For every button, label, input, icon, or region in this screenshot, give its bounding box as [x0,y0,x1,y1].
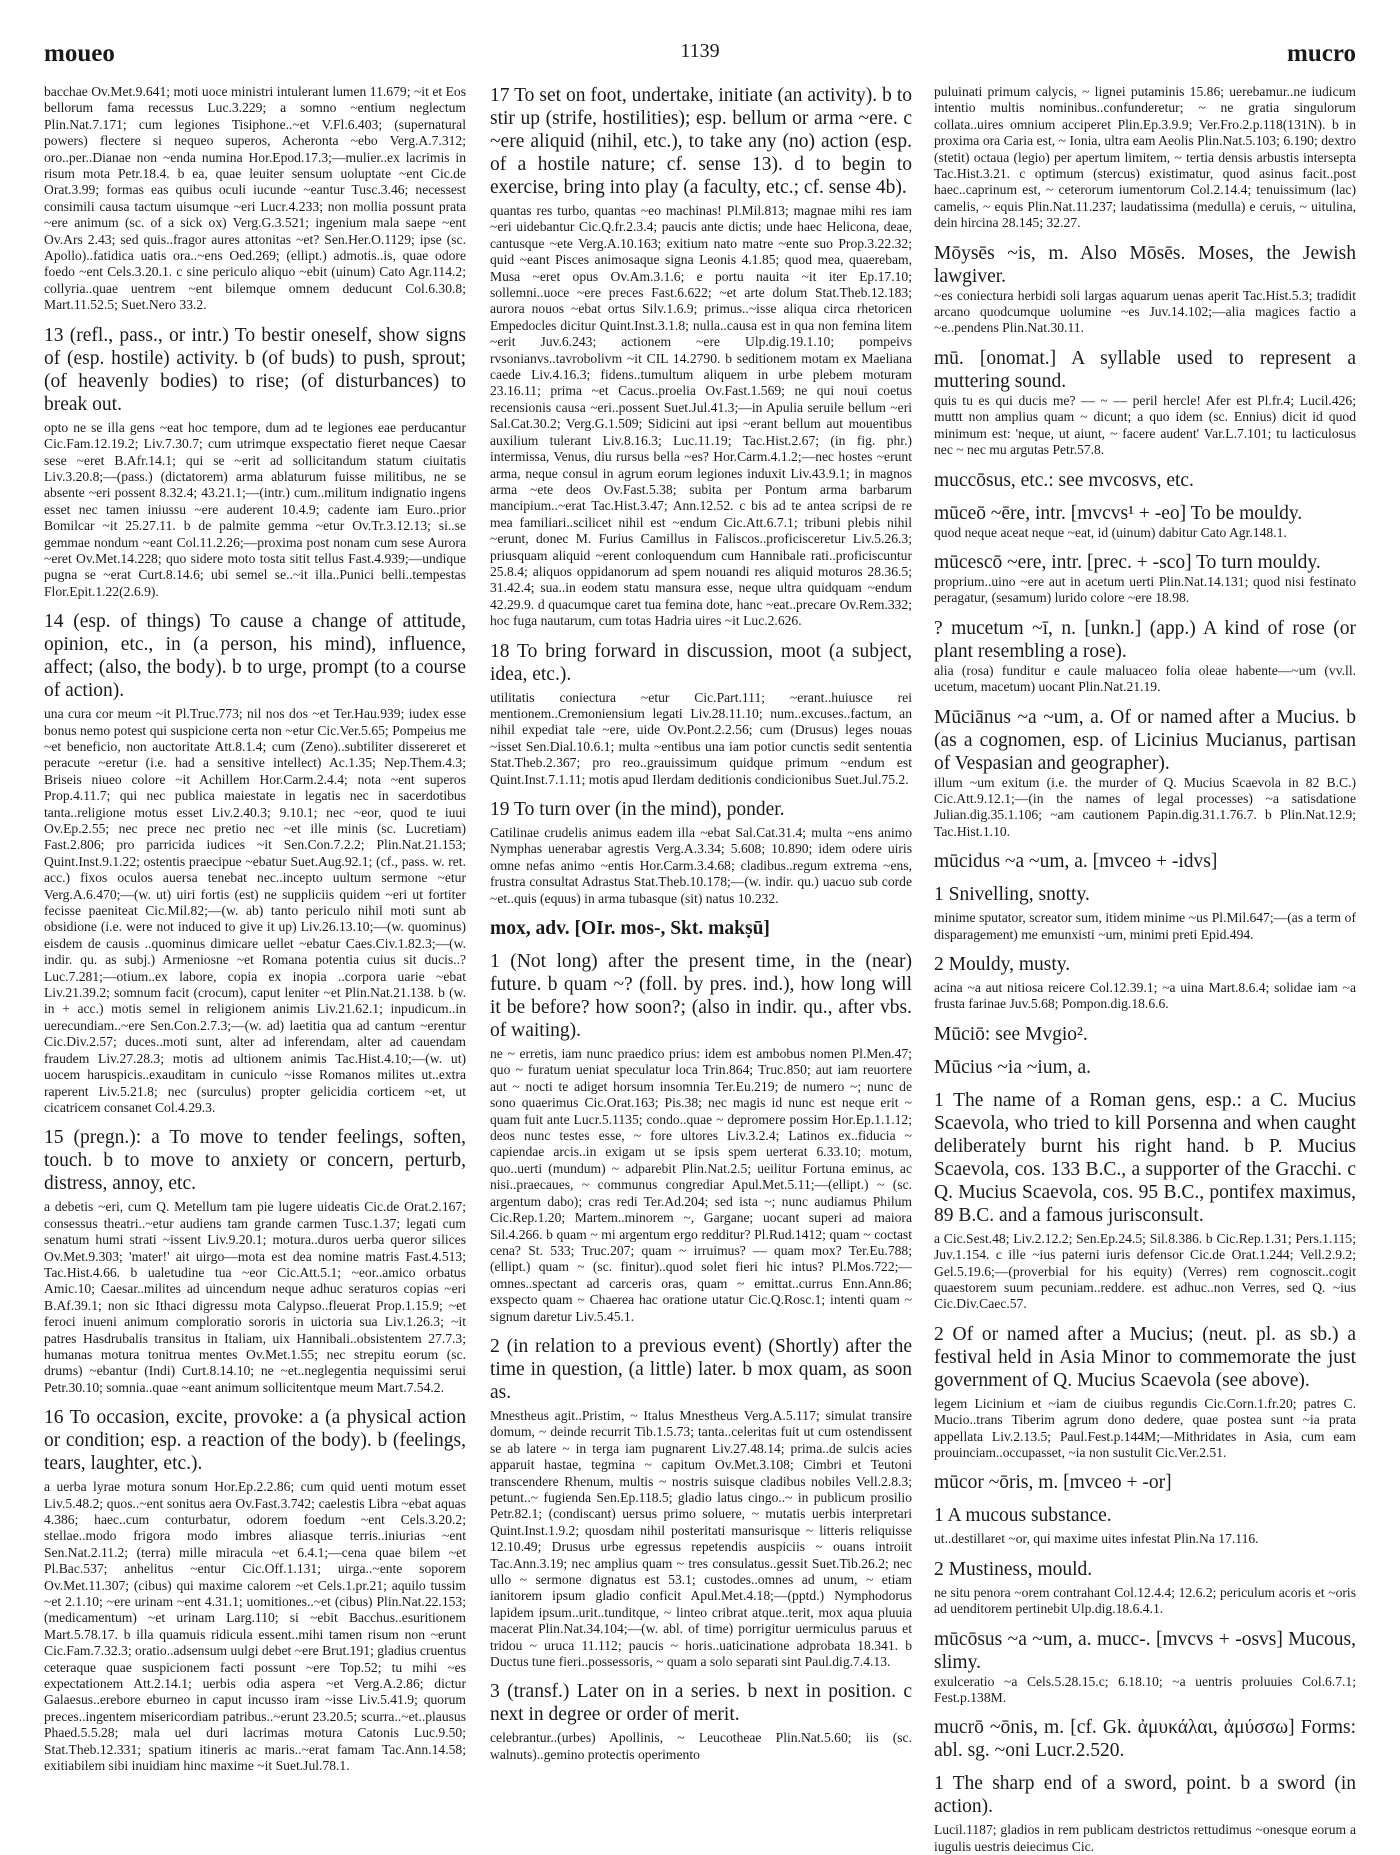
mox-sense-3-citations: celebrantur..(urbes) Apollinis, ~ Leucotheae Plin.Nat.5.60; iis (sc. walnuts)..gemino protectis operimento [490,1730,912,1762]
citation-block: bacchae Ov.Met.9.641; moti uoce ministri intulerant lumen 11.679; ~it et Eos bellorum fama recessus Luc.3.229; a somno ~entium neglectum Plin.Nat.7.171; cum legiones Tisiphone..~et V.Fl.6.403; (supernatural powers) flectere si nequeo superos, Acheronta ~ebo Verg.A.7.312; oro..per..Dianae non ~enda numina Hor.Epod.17.3;—mulier..ex lacrimis in risum mota Petr.18.4. b ea, quae leuiter sensum uoluptate ~ent Cic.de Orat.3.99; formas eas quibus oculi iucunde ~eantur Tusc.3.46; necessest consimili causa tactum uisumque ~eri Lucr.4.233; non mollia possunt prata ~ere animum (sc. of a sick ox) Verg.G.3.521; ingenium mala saepe ~ent Ov.Ars 2.43; sed quis..fragor aures attonitas ~et? Sen.Her.O.1129; ipse (sc. Apollo)..fatidica uatis ora..~ens Oed.269; (ellipt.) admotis..is, quae odore foedo ~ent Cels.3.20.1. c sine periculo aliquo ~ebit (uinum) Cato Agr.114.2; collyria..quae uentrem ~ent bilemque omnem deducunt Col.6.30.8; Mart.11.52.5; Suet.Nero 33.2. [44,84,466,313]
entry-mucianus: Mūciānus ~a ~um, a. Of or named after a Mucius. b (as a cognomen, esp. of Licinius Mucianus, partisan of Vespasian and geographer). [934,706,1356,774]
mucro-sense-1-citations: Lucil.1187; gladios in rem publicam destrictos rettudimus ~onesque eorum a iugulis uestris deiecimus Cic. [934,1822,1356,1854]
mox-sense-2-definition: 2 (in relation to a previous event) (Shortly) after the time in question, (a little) later. b mox quam, as soon as. [490,1335,912,1403]
mucro-sense-1-definition: 1 The sharp end of a sword, point. b a sword (in action). [934,1773,1356,1818]
mucor-sense-1-citations: ut..destillaret ~or, qui maxime uites infestat Plin.Na 17.116. [934,1531,1259,1547]
entry-mucetum: ? mucetum ~ī, n. [unkn.] (app.) A kind of rose (or plant resembling a rose). [934,617,1356,662]
column-middle [490,84,912,1774]
entry-mucro: mucrō ~ōnis, m. [cf. Gk. ἀμυκάλαι, ἀμύσσω] Forms: abl. sg. ~oni Lucr.2.520. [934,1717,1356,1762]
mucidus-sense-2-citations: acina ~a aut nitiosa reicere Col.12.39.1; ~a uina Mart.8.6.4; solidae iam ~a frusta farinae Juv.5.68; Pompon.dig.18.6.6. [934,979,1356,1012]
mucor-sense-2-citations: ne situ penora ~orem contrahant Col.12.4.4; 12.6.2; periculum acoris et ~oris ad uenditorem pertinebit Ulp.dig.18.6.4.1. [934,1584,1356,1617]
entry-mucio: Mūciō: see Mvgio². [934,1023,1088,1045]
mucidus-sense-1-citations: minime sputator, screator sum, itidem minime ~us Pl.Mil.647;—(as a term of disparagement) me emunxisti ~um, minimi preti Epid.494. [934,910,1356,942]
sense-13-citations: opto ne se illa gens ~eat hoc tempore, dum ad te legiones eae perducantur Cic.Fam.12.19.2; Liv.7.30.7; cum utrimque exspectatio fieret neque Caesar sese ~eret B.Afr.14.1; qui se ~erit ad sollicitandum statum ciuitatis Liv.3.20.8;—(pass.) (dictatorem) arma ablaturum fuisse militibus, ne se absente ~eri possent 8.32.4; 43.21.1;—(intr.) cum..militum indignatio ingens esset nec tamen iniussu ~ere auderent 10.4.9; cadente iam Euro..prior Bomilcar ~it 25.27.11. b de palmite gemma ~etur Ov.Tr.3.12.13; si..se gemmae nondum ~eant Col.11.2.26;—proxima post nonam cum sese Aurora ~eret Ov.Met.14.228; quo sidere moto tosta sitit tellus Fast.4.939;—undique pugna se ~erat Curt.8.14.6; ubi semel se..~it illa..Punici belli..tempestas Flor.Epit.1.22(2.6.9). [44,419,466,599]
entry-mucesco: mūcescō ~ere, intr. [prec. + -sco] To turn mouldy. [934,551,1321,573]
mucius-sense-2-citations: legem Licinium et ~iam de ciuibus regundis Cic.Corn.1.fr.20; patres C. Mucio..trans Tiberim agrum dono dedere, quae postea sunt ~ia prata appellata Liv.2.13.5; Paul.Fest.p.144M;—Mithridates in Asia, cum eam prouinciam..occupasset, ~ia non sustulit Cic.Ver.2.51. [934,1395,1356,1461]
entry-muccosus: muccōsus, etc.: see mvcosvs, etc. [934,469,1194,491]
page-number: 1139 [680,40,720,62]
column-right [934,84,1356,1854]
entry-mucosus: mūcōsus ~a ~um, a. mucc-. [mvcvs + -osvs] Mucous, slimy. [934,1628,1356,1673]
mu-citations: quis tu es qui ducis me? — ~ — peril hercle! Afer est Pl.fr.4; Lucil.426; muttt non amplius quam ~ dicunt; a quo idem (sc. Ennius) dicit id quod minimum est: 'neque, ut aiunt, ~ facere audent' Var.L.7.101; tu lacticulosus nec ~ nec mu argutas Petr.57.8. [934,392,1356,458]
entry-mucidus: mūcidus ~a ~um, a. [mvceo + -idvs] [934,851,1218,873]
mucianus-citations: illum ~um exitum (i.e. the murder of Q. Mucius Scaevola in 82 B.C.) Cic.Att.9.12.1;—(in the names of legal processes) ~a satisdatione Julian.dig.35.1.106; ~am cautionem Papin.dig.31.1.76.7. b Plin.Nat.12.9; Tac.Hist.1.10. [934,774,1356,839]
entry-mu: mū. [onomat.] A syllable used to represent a muttering sound. [934,347,1356,392]
sense-14-definition: 14 (esp. of things) To cause a change of attitude, opinion, etc., in (a person, his mind), influence, affect; (also, the body). b to urge, prompt (to a course of action). [44,611,466,702]
column-left [44,84,466,1774]
mox-sense-3-definition: 3 (transf.) Later on in a series. b next in position. c next in degree or order of merit. [490,1681,912,1726]
mucius-sense-1-citations: a Cic.Sest.48; Liv.2.12.2; Sen.Ep.24.5; Sil.8.386. b Cic.Rep.1.31; Pers.1.115; Juv.1.154. c ille ~ius paterni iuris defensor Cic.de Orat.1.244; Vell.2.9.2; Gel.5.19.6;—(proverbial for his equity) (Verres) rem cognoscit..cogit quaestorem suum pecuniam..reddere. est adhuc..non Verres, sed Q. ~ius Cic.Div.Caec.57. [934,1230,1356,1312]
page-header [44,36,1356,76]
moyses-citations: ~es coniectura herbidi soli largas aquarum uenas aperit Tac.Hist.5.3; tradidit arcano quodcumque uolumine ~es Juv.14.102;—alia magices factio a ~e..pendens Plin.Nat.30.11. [934,287,1356,336]
mucidus-sense-2-definition: 2 Mouldy, musty. [934,953,1071,975]
mucesco-citations: proprium..uino ~ere aut in acetum uerti Plin.Nat.14.131; quod nisi festinato peragatur, (sesamum) lurido colore ~ere 18.98. [934,573,1356,606]
mucor-sense-1-definition: 1 A mucous substance. [934,1505,1112,1527]
muceo-citations: quod neque aceat neque ~eat, id (uinum) dabitur Cato Agr.148.1. [934,524,1287,540]
entry-mox-headword: mox, adv. [OIr. mos-, Skt. makṣū] [490,918,770,940]
entry-muceo: mūceō ~ēre, intr. [mvcvs¹ + -eo] To be mouldy. [934,502,1303,524]
sense-15-definition: 15 (pregn.): a To move to tender feelings, soften, touch. b to move to anxiety or concern, perturb, distress, annoy, etc. [44,1127,466,1195]
mucetum-citations: alia (rosa) funditur e caule maluaceo folia oleae habente—~um (vv.ll. ucetum, macetum) uocant Plin.Nat.21.19. [934,662,1356,695]
sense-17-definition: 17 To set on foot, undertake, initiate (an activity). b to stir up (strife, hostilities); esp. bellum or arma ~ere. c ~ere aliquid (nihil, etc.), to take any (no) action (esp. of a hostile nature; cf. sense 13). d to begin to exercise, bring into play (a faculty, etc.; cf. sense 4b). [490,85,912,198]
sense-18-citations: utilitatis coniectura ~etur Cic.Part.111; ~erant..huiusce rei mentionem..Cremoniensium legati Liv.28.11.10; num..excuses..factum, an nihil expediat tale ~ere, uide Ov.Pont.2.2.56; cum (Drusus) leges nouas ~isset Sen.Dial.10.6.1; multa ~entibus una iam potior cunctis sedit sententia Stat.Theb.2.367; pro reo..grauissimum quidque primum ~endum est Quint.Inst.7.1.11; motis apud Ilerdam deditionis condicionibus Suet.Jul.75.2. [490,689,912,787]
mucius-sense-2-definition: 2 Of or named after a Mucius; (neut. pl. as sb.) a festival held in Asia Minor to commemorate the just government of Q. Mucius Scaevola (see above). [934,1323,1356,1391]
entry-moyses: Mōysēs ~is, m. Also Mōsēs. Moses, the Jewish lawgiver. [934,242,1356,287]
sense-13-definition: 13 (refl., pass., or intr.) To bestir oneself, show signs of (esp. hostile) activity. b (of buds) to push, sprout; (of heavenly bodies) to rise; (of disturbances) to break out. [44,324,466,415]
sense-19-definition: 19 To turn over (in the mind), ponder. [490,799,785,820]
sense-19-citations: Catilinae crudelis animus eadem illa ~ebat Sal.Cat.31.4; multa ~ens animo Nymphas uenerabar agrestis Verg.A.3.34; 5.608; 10.890; idem odere uiris omne nefas animo ~entis Hor.Carm.3.4.68; cladibus..regum extrema ~ens, frustra consultat Adrastus Stat.Theb.10.178;—(w. indir. qu.) uacuo sub corde ~et..quis (equus) in arma tubasque (sit) natus 10.232. [490,825,912,906]
mucor-sense-2-definition: 2 Mustiness, mould. [934,1558,1093,1580]
entry-mucius: Mūcius ~ia ~ium, a. [934,1056,1092,1078]
mucidus-sense-1-definition: 1 Snivelling, snotty. [934,884,1090,906]
sense-17-citations: quantas res turbo, quantas ~eo machinas! Pl.Mil.813; magnae mihi res iam ~eri uidebantur Cic.Q.fr.2.3.4; paucis ante dictis; unde haec Helicona, deae, cantusque ~ete Verg.A.10.163; exitium nato matre ~ente suo Prop.3.22.32; quid ~eant Pisces animosaque signa Leonis 4.1.85; quod mea, quaerebam, Musa ~eret opus Ov.Am.3.1.6; e portu nauita ~it iter Ep.17.10; sollemni..uoce ~ere preces Fast.6.622; ~et arte dolum Stat.Theb.12.183; aurora nouos ~ebat ortus Silv.1.6.9; primus..~isse aliqua circa rhetoricen Empedocles dicitur Quint.Inst.3.1.8; nulla..causa est in qua non femina litem ~erit Juv.6.243; actionem ~ere Ulp.dig.19.1.10; pompeivs rvsonianvs..tavrobolivm ~it CIL 14.2790. b seditionem motam ex Maeliana caede Liv.4.16.3; fidens..tumultum aliquem in urbe plebem moturam 23.16.11; prima ~et Cacus..proelia Ov.Fast.1.569; ne qui noui coetus recensionis causa ~eri..possent Suet.Jul.41.3;—in Apulia seruile bellum ~eri Sal.Cat.30.2; Verg.G.1.509; Sidicini aut ipsi ~erant bellum aut mouentibus auxilium tulerant Liv.8.16.3; Luc.11.19; Tac.Hist.2.67; (in fig. phr.) intermissa, Venus, diu rursus bella ~es? Hor.Carm.4.1.2;—nec hostes ~erunt arma, neque consul in agrum eorum legiones induxit Liv.43.9.1; in magnos arma ~ete deos Ov.Fast.5.38; subita per Pontum arma barbarum mancipium..~erat Tac.Hist.3.47; Ann.12.52. c bis ad te antea scripsi de re mea familiari..scilicet nihil est ~endum Cic.Att.6.7.1; tribuni plebis nihil ~erunt, donec M. Furius Camillus in Faliscos..proficisceretur Liv.5.26.3; priusquam aliquid ~erent conloquendum cum Hannibale rati..proficiscuntur 25.8.4; aliquos oppidanorum ad spem nouandi res aliquid moturos 28.36.5; 31.42.4; sua..in eodem statu mansura esse, neque ultra quidquam ~endum 42.29.9. d quacumque caret tua femina dote, hanc ~eat..precare Ov.Rem.332; hoc fuga nautarum, cum totas Hadria uires ~it Luc.2.626. [490,203,912,629]
mox-sense-2-citations: Mnestheus agit..Pristim, ~ Italus Mnestheus Verg.A.5.117; simulat transire domum, ~ deinde recurrit Tib.1.5.73; tanta..celeritas fuit ut cum ostendissent se ab latere ~ in terga iam pugnarent Liv.27.48.14; prima..de sulcis acies apparuit hastae, tegmina ~ capitum Ov.Met.3.108; Cimbri et Teutoni transcendere Rhenum, multis ~ nostris suisque cladibus nobiles Vell.2.8.3; petunt..~ fugienda Sen.Ep.118.5; gladio latus cingo..~ in publicum prosilio Petr.82.1; (condiscant) uersus primo soluere, ~ mutatis uerbis interpretari Quint.Inst.1.9.2; quosdam nihil posteritati mansurisque ~ litteris reliquisse 12.10.49; Drusus urbe egressus repetendis auspiciis ~ ouans introiit Tac.Ann.3.19; nec amplius quam ~ tres consulatus..gessit Suet.Tib.26.2; nec ullo ~ sermone dignatus est 53.1; custodes..omnes ad unum, ~ etiam ianitorem ipsum gladio conficit Apul.Met.4.18;—(pptd.) Nymphodorus lapidem ipsum..urit..tunditque, ~ linteo cribrat atque..terit, mox aqua pluuia macerat Plin.Nat.34.104;—(w. abl. of time) porrigitur uermiculus paruus et tridou ~ uruca 11.112; paucis ~ horis..uaticinatione adprobata 18.341. b Ductus tune fieri..possessoris, ~ quam a solo separati sint Paul.dig.7.4.13. [490,1407,912,1670]
sense-16-definition: 16 To occasion, excite, provoke: a (a physical action or condition; esp. a reaction of the body). b (feelings, tears, laughter, etc.). [44,1407,466,1475]
sense-16-citations: a uerba lyrae motura sonum Hor.Ep.2.2.86; cum quid uenti motum esset Liv.5.48.2; quos..~ent sonitus aera Ov.Fast.3.742; caelestis Libra ~ebat aquas 4.386; haec..cum conturbatur, odorem foedum ~ent Cels.3.20.2; stellae..modo frigora modo imbres aliasque terris..iniurias ~ent Sen.Nat.2.11.2; (terra) mille miracula ~et 6.4.1;—cena quae bilem ~et Pl.Bac.537; anhelitus ~entur Cic.Off.1.131; uirga..~ente soporem Ov.Met.11.307; (cibus) qui maxime calorem ~et Cels.1.pr.21; aquilo tussim ~et 2.1.10; ~ere urinam ~ent 4.31.1; uomitiones..~et (cibus) Plin.Nat.22.153; (medicamentum) ~et urinam Larg.110; si ~ebit Bacchus..esuritionem Mart.5.78.17. b illa quamuis ridicula essent..mihi tamen risum non ~erunt Cic.Fam.7.32.3; oratio..adsensum uulgi debet ~ere Brut.191; gladius cruentus ceteraque quae suspicionem facti possunt ~ere Top.52; tu mihi ~es expectationem Att.2.14.1; uerbis odia aspera ~et Verg.A.2.86; dictur Galaesus..erebore eburneo in caput incusso iram ~isse Liv.5.41.9; quorum preces..ingentem misericordiam patribus..~erunt 23.20.5; scurra..~et..plausus Phaed.5.5.28; mala uel duri lacrimas motura Catonis Luc.9.50; Stat.Theb.12.331; spatium itineris ac maris..~erat famam Tac.Ann.14.58; exitiabilem sibi inuidiam hinc maxime ~it Suet.Jul.78.1. [44,1479,466,1774]
left-running-headword: moueo [44,40,115,67]
mucius-sense-1-definition: 1 The name of a Roman gens, esp.: a C. Mucius Scaevola, who tried to kill Porsenna and when caught deliberately burnt his right hand. b P. Mucius Scaevola, cos. 133 B.C., a supporter of the Gracchi. c Q. Mucius Scaevola, cos. 95 B.C., pontifex maximus, 89 B.C. and a famous jurisconsult. [934,1089,1356,1226]
sense-18-definition: 18 To bring forward in discussion, moot (a subject, idea, etc.). [490,640,912,685]
sense-15-citations: a debetis ~eri, cum Q. Metellum tam pie lugere uideatis Cic.de Orat.2.167; consessus theatri..~etur audiens tam grande carmen Tusc.1.37; legati cum senatum humi strati ~issent Liv.9.20.1; motura..duros uerba queror silices Ov.Met.9.303; 'mater!' ait uirgo—mota est dea nomine matris Fast.4.513; Tac.Hist.4.66. b ualetudine tua ~eor Cic.Att.5.1; ~eor..amico orbatus Amic.10; Caesar..milites ad uincendum neque adhuc seraturos copias ~eri B.Af.39.1; non sic Ithaci digressu mota Calypso..fleuerat Prop.1.15.9; ~et feroci inueni animum comploratio sororis in uictoria sua Liv.1.26.3; ~it patres Hasdrubalis transitus in Italiam, uix Hannibali..obsistentem 27.7.3; humanas motura tonitrua mentes Ov.Met.1.55; nec strepitu eorum (sc. drums) ~ebantur (Indi) Curt.8.14.10; ne ~et..neglegentia nequissimi serui Petr.30.10; somnia..quae ~eant animum sollicitentque meum Mart.7.54.2. [44,1199,466,1395]
citation-block: puluinati primum calycis, ~ lignei putaminis 15.86; uerebamur..ne iudicum intentio multis nominibus..confunderetur; ~ ne gratia singulorum collata..uires omnium acciperet Plin.Ep.3.9.9; Ver.Fro.2.p.118(131N). b in proxima ora Caria est, ~ Ionia, ultra eam Aeolis Plin.Nat.5.103; 6.190; dextro (stetit) octaua (legio) per apertum limitem, ~ tertia densis arbustis intersepta Tac.Hist.3.21. c optimum (stercus) existimatur, quod asinus facit..post haec..caprinum est, ~ ceterorum iumentorum Col.2.14.4; tenuissimum (lac) camelis, ~ equis Plin.Nat.11.237; laudatissima (medulla) e ceruis, ~ uitulina, dein hircina 28.145; 32.27. [934,84,1356,231]
mox-sense-1-definition: 1 (Not long) after the present time, in the (near) future. b quam ~? (foll. by pres. ind.), how long will it be before? how soon?; (also in indir. qu., after vbs. of waiting). [490,951,912,1042]
sense-14-citations: una cura cor meum ~it Pl.Truc.773; nil nos dos ~et Ter.Hau.939; iudex esse bonus nemo potest qui suspicione certa non ~etur Cic.Ver.5.65; Pompeius me ~et beneficio, non auctoritate Att.8.1.4; cum (Zeno)..subtiliter dissereret et peracute ~eretur (i.e. had a sensitive intellect) Ac.1.35; Nep.Them.4.3; Briseis niueo colore ~it Achillem Hor.Carm.2.4.4; nota ~ent superos Prop.4.11.7; qui nec publica maiestate in legatis nec in sacerdotibus tanta..religione motus esset Liv.2.40.3; 9.10.1; nec ~eor, quod te iuui Ov.Ep.2.55; nec prece nec pretio nec ~et ille minis (sc. Lucretiam) Fast.2.806; pro parricida iudices ~it Sen.Con.7.2.2; Plin.Nat.21.153; Quint.Inst.9.1.22; ostentis praecipue ~ebatur Suet.Aug.92.1; (cf., pass. w. ret. acc.) fixos oculos auersa tenebat nec..incepto uultum sermone ~etur Verg.A.6.470;—(w. ut) uiri fortis (est) ne suppliciis quidem ~eri ut fortiter fecisse paeniteat Cic.Mil.82;—(w. ab) tanto periculo nihil moti sunt ab obsidione (i.e. were not induced to give it up) Liv.26.13.10;—(w. quominus) eisdem de causis ..quominus dimicare uellet ~ebatur Caes.Civ.1.82.3;—(w. indir. qu. as subj.) Armeniosne ~et Romana potentia cuius sit ducis..? Luc.7.281;—otium..ex labore, copia ex inopia ..corpora uarie ~ebat Liv.21.39.2; somnum facit (crocum), caput leniter ~et Plin.Nat.21.138. b (w. in + acc.) motis semel in religionem animis Liv.21.62.1; inpudicum..in uerecundiam..~ere Sen.Con.2.7.3;—(w. ad) laetitia qua ad cantum ~erentur Cic.Div.2.57; duces..moti sunt, alter ad inferendam, alter ad cauendam fraudem Liv.27.28.3; motis ad ultionem animis Tac.Hist.4.10;—(w. ut) uocem haruspicis..exauditam in cuniculo ~isse Romanos milites ut..extra raperent Liv.5.21.8; nec (surculus) propter gelicidia corticem ~et, ut cicatricem consanet Col.4.29.3. [44,706,466,1115]
entry-mucor: mūcor ~ōris, m. [mvceo + -or] [934,1472,1172,1494]
right-running-headword: mucro [1287,40,1356,67]
mucosus-citations: exulceratio ~a Cels.5.28.15.c; 6.18.10; ~a uentris proluuies Col.6.7.1; Fest.p.138M. [934,1673,1356,1706]
mox-sense-1-citations: ne ~ erretis, iam nunc praedico prius: idem est ambobus nomen Pl.Men.47; quo ~ furatum ueniat speculatur loca Trin.864; Truc.850; aut iam reuortere aut ~ nocti te adiget horsum insomnia Ter.Eu.219; de numero ~; nunc de sono quaerimus Cic.Orat.163; Pis.38; nec magis id nunc est neque erit ~ quam fuit ante Lucr.5.1135; condo..quae ~ depromere possim Hor.Ep.1.1.12; deos nunc testes esse, ~ fore ultores Liv.3.2.4; Latinos ex..fiducia ~ capiendae arcis..in exigam ut se ipsis spem uerterat 6.33.10; motum, quo..uerti (mundum) ~ adparebit Plin.Nat.2.5; ueilitur Fortuna eminus, ac nisi..praecaues, ~ communus congrediar Apul.Met.5.11;—(ellipt.) ~ (sc. argentum dabo); cras redi Ter.Ad.204; sed ista ~; nunc audiamus Philum Cic.Rep.1.20; Martem..minorem ~, Gargane; uocant superi ad maiora Sil.4.266. b quam ~ mi argentum ergo redditur? Pl.Rud.1412; quam ~ coctast cena? St. 533; Truc.207; quam ~ irruimus? — quam mox? Ter.Eu.788; (ellipt.) quam ~ (sc. finitur)..quod solet fieri hic intus? Pl.Mos.722;—omnes..spectant ad carceris oras, quam ~ emittat..currus Enn.Ann.86; exspecto quam ~ Chaerea hac oratione utatur Cic.Q.Rosc.1; intenti quam ~ signum daretur Liv.5.45.1. [490,1046,912,1324]
